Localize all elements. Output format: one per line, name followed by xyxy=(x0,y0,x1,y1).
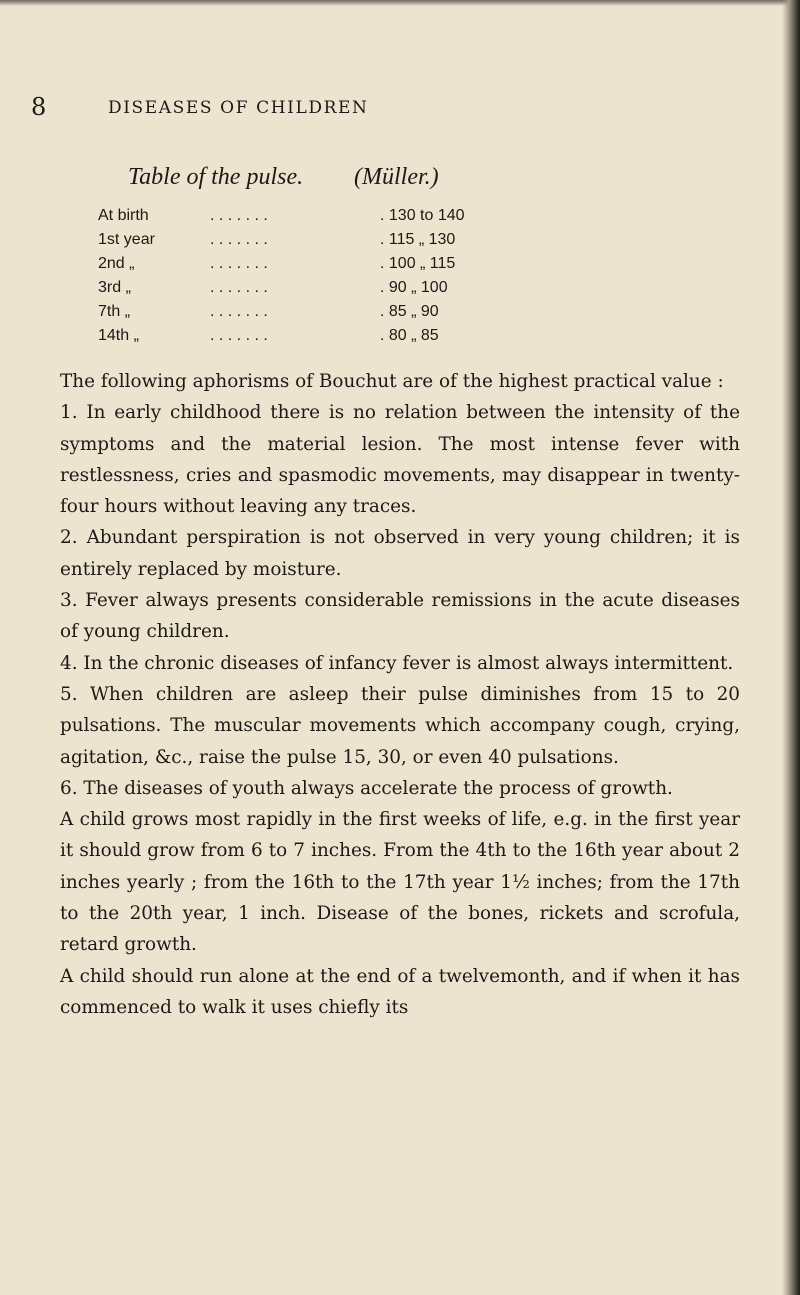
aphorism-3: 3. Fever always presents considerable remissions in the acute diseases of young children. xyxy=(60,590,740,643)
aphorism-1: 1. In early childhood there is no relation between the intensity of the symptoms and the material lesion. The most intense fever with restlessness, cries and spasmodic movements, may disappear in twenty-four hours without leaving any traces. xyxy=(60,402,740,518)
table-row-range: . 100 „ 115 xyxy=(380,255,456,272)
intro-paragraph: The following aphorisms of Bouchut are of the highest practical value : xyxy=(60,371,724,392)
table-row-range: . 130 to 140 xyxy=(380,207,465,224)
aphorism-2: 2. Abundant perspiration is not observed in very young children; it is entirely replaced by moisture. xyxy=(60,527,740,580)
table-row xyxy=(0,276,800,300)
table-row-range: . 80 „ 85 xyxy=(380,327,439,344)
aphorism-5: 5. When children are asleep their pulse diminishes from 15 to 20 pulsations. The muscular movements which accompany cough, crying, agitation, &c., raise the pulse 15, 30, or even 40 pulsations. xyxy=(60,683,740,768)
table-row-leader: . . . . . . . xyxy=(210,303,268,320)
table-row-age: 7th „ xyxy=(98,303,131,320)
table-row-leader: . . . . . . . xyxy=(210,327,268,344)
table-row-age: 14th „ xyxy=(98,327,139,344)
table-author: (Müller.) xyxy=(354,164,439,190)
table-row xyxy=(0,252,800,276)
table-title xyxy=(128,163,439,191)
aphorism-6: 6. The diseases of youth always accelerate the process of growth. xyxy=(60,777,673,799)
aphorism-4: 4. In the chronic diseases of infancy fever is almost always intermittent. xyxy=(60,652,734,674)
walking-paragraph: A child should run alone at the end of a twelvemonth, and if when it has commenced to walk it uses chiefly its xyxy=(60,965,740,1018)
table-row-leader: . . . . . . . xyxy=(210,231,268,248)
table-title-text: Table of the pulse. xyxy=(128,164,304,190)
table-row-leader: . . . . . . . xyxy=(210,207,268,224)
table-row xyxy=(0,204,800,228)
table-row-range: . 85 „ 90 xyxy=(380,303,439,320)
growth-paragraph: A child grows most rapidly in the first weeks of life, e.g. in the first year it should grow from 6 to 7 inches. From the 4th to the 16th year about 2 inches yearly ; from the 16th to the 17th year 1½ inches; from the 17th to the 20th year, 1 inch. Disease of the bones, rickets and scrofula, retard growth. xyxy=(60,809,740,956)
table-row-leader: . . . . . . . xyxy=(210,279,268,296)
running-head: DISEASES OF CHILDREN xyxy=(108,98,369,118)
page-top-shadow xyxy=(0,0,800,6)
page-binding-shadow xyxy=(782,0,800,1295)
page-header xyxy=(0,92,800,122)
page-number: 8 xyxy=(31,93,47,121)
body-text xyxy=(60,366,740,1023)
table-row xyxy=(0,228,800,252)
table-row-range: . 90 „ 100 xyxy=(380,279,448,296)
table-row-leader: . . . . . . . xyxy=(210,255,268,272)
table-row-age: At birth xyxy=(98,207,149,224)
table-row-age: 2nd „ xyxy=(98,255,135,272)
table-row-age: 3rd „ xyxy=(98,279,131,296)
table-row-age: 1st year xyxy=(98,231,155,248)
table-row-range: . 115 „ 130 xyxy=(380,231,456,248)
table-row xyxy=(0,324,800,348)
table-row xyxy=(0,300,800,324)
